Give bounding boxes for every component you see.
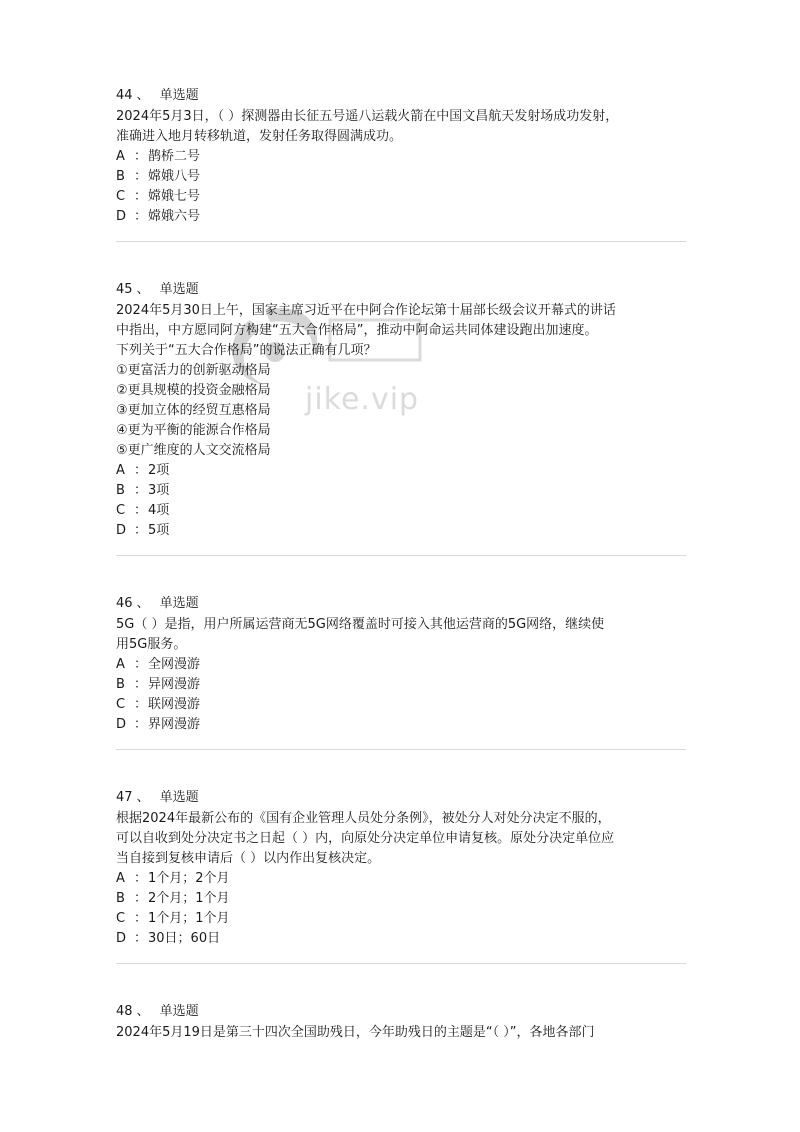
- stem-line: ⑤更广维度的人文交流格局: [116, 443, 271, 458]
- option-letter: B: [116, 483, 125, 498]
- option-colon: ：: [134, 209, 148, 224]
- question-header: [116, 280, 686, 300]
- stem-line: 根据2024年最新公布的《国有企业管理人员处分条例》，被处分人对处分决定不服的，: [116, 811, 611, 826]
- option-item: [116, 909, 686, 929]
- option-item: [116, 521, 686, 541]
- option-text: 全网漫游: [148, 657, 201, 672]
- question-stem: [116, 1023, 686, 1043]
- option-item: [116, 167, 686, 187]
- option-letter: A: [116, 657, 125, 672]
- stem-line: 下列关于“五大合作格局”的说法正确有几项？: [116, 343, 377, 358]
- question-separator: 、: [136, 596, 150, 611]
- option-colon: ：: [134, 911, 148, 926]
- option-text: 1个月；1个月: [148, 911, 230, 926]
- option-item: [116, 655, 686, 675]
- option-list: [116, 461, 686, 541]
- option-colon: ：: [134, 677, 148, 692]
- stem-line: 准确进入地月转移轨道，发射任务取得圆满成功。: [116, 129, 403, 144]
- option-text: 30日；60日: [148, 931, 221, 946]
- question-number: 47: [116, 790, 133, 805]
- question-separator: 、: [136, 88, 150, 103]
- question-header: [116, 1002, 686, 1022]
- option-letter: B: [116, 169, 125, 184]
- option-item: [116, 869, 686, 889]
- stem-line: 2024年5月19日是第三十四次全国助残日，今年助残日的主题是“（ ）”，各地各部门: [116, 1025, 595, 1040]
- option-colon: ：: [134, 523, 148, 538]
- question-stem: [116, 615, 686, 655]
- option-letter: A: [116, 463, 125, 478]
- question-stem: [116, 809, 686, 869]
- option-text: 嫦娥七号: [148, 189, 201, 204]
- option-text: 联网漫游: [148, 697, 201, 712]
- stem-line: 当自接到复核申请后（ ）以内作出复核决定。: [116, 851, 381, 866]
- question-type: 单选题: [159, 596, 199, 611]
- question-type: 单选题: [159, 88, 199, 103]
- option-letter: D: [116, 931, 127, 946]
- option-text: 1个月；2个月: [148, 871, 230, 886]
- option-colon: ：: [134, 891, 148, 906]
- option-colon: ：: [134, 871, 148, 886]
- question-list: [116, 86, 686, 1057]
- stem-line: 2024年5月3日，（ ）探测器由长征五号遥八运载火箭在中国文昌航天发射场成功发射，: [116, 109, 619, 124]
- option-text: 2项: [148, 463, 170, 478]
- option-letter: A: [116, 871, 125, 886]
- option-text: 鹊桥二号: [148, 149, 201, 164]
- question-block: [116, 594, 686, 750]
- stem-line: ①更富活力的创新驱动格局: [116, 363, 271, 378]
- option-item: [116, 207, 686, 227]
- option-list: [116, 655, 686, 735]
- option-colon: ：: [134, 189, 148, 204]
- question-type: 单选题: [159, 282, 199, 297]
- stem-line: ③更加立体的经贸互惠格局: [116, 403, 271, 418]
- option-text: 界网漫游: [148, 717, 201, 732]
- option-item: [116, 461, 686, 481]
- question-block: [116, 788, 686, 964]
- question-number: 48: [116, 1004, 133, 1019]
- option-item: [116, 675, 686, 695]
- option-text: 2个月；1个月: [148, 891, 230, 906]
- option-colon: ：: [134, 697, 148, 712]
- stem-line: ④更为平衡的能源合作格局: [116, 423, 271, 438]
- option-item: [116, 187, 686, 207]
- option-colon: ：: [134, 717, 148, 732]
- option-text: 4项: [148, 503, 170, 518]
- option-letter: C: [116, 697, 126, 712]
- option-letter: B: [116, 677, 125, 692]
- option-item: [116, 889, 686, 909]
- option-colon: ：: [134, 503, 148, 518]
- option-letter: D: [116, 717, 127, 732]
- option-list: [116, 147, 686, 227]
- option-letter: D: [116, 523, 127, 538]
- option-colon: ：: [134, 931, 148, 946]
- option-item: [116, 695, 686, 715]
- question-stem: [116, 107, 686, 147]
- option-item: [116, 715, 686, 735]
- option-text: 3项: [148, 483, 170, 498]
- stem-line: 5G（ ）是指，用户所属运营商无5G网络覆盖时可接入其他运营商的5G网络，继续使: [116, 617, 605, 632]
- question-number: 44: [116, 88, 133, 103]
- watermark-text: jike.vip: [305, 382, 420, 417]
- option-colon: ：: [134, 463, 148, 478]
- option-text: 5项: [148, 523, 170, 538]
- option-text: 嫦娥八号: [148, 169, 201, 184]
- question-stem: [116, 301, 686, 461]
- option-letter: B: [116, 891, 125, 906]
- question-header: [116, 86, 686, 106]
- option-colon: ：: [134, 657, 148, 672]
- question-separator: 、: [136, 790, 150, 805]
- question-separator: 、: [136, 282, 150, 297]
- option-colon: ：: [134, 483, 148, 498]
- option-item: [116, 481, 686, 501]
- option-item: [116, 501, 686, 521]
- question-type: 单选题: [159, 1004, 199, 1019]
- stem-line: 用5G服务。: [116, 637, 187, 652]
- question-block: [116, 86, 686, 242]
- option-letter: C: [116, 189, 126, 204]
- question-number: 46: [116, 596, 133, 611]
- question-header: [116, 788, 686, 808]
- question-block: [116, 1002, 686, 1057]
- stem-line: ②更具规模的投资金融格局: [116, 383, 271, 398]
- option-item: [116, 929, 686, 949]
- stem-line: 2024年5月30日上午，国家主席习近平在中阿合作论坛第十届部长级会议开幕式的讲话: [116, 303, 616, 318]
- option-item: [116, 147, 686, 167]
- option-letter: A: [116, 149, 125, 164]
- option-colon: ：: [134, 169, 148, 184]
- option-letter: C: [116, 911, 126, 926]
- question-type: 单选题: [159, 790, 199, 805]
- option-letter: D: [116, 209, 127, 224]
- option-letter: C: [116, 503, 126, 518]
- question-number: 45: [116, 282, 133, 297]
- option-list: [116, 869, 686, 949]
- stem-line: 中指出，中方愿同阿方构建“五大合作格局”，推动中阿命运共同体建设跑出加速度。: [116, 323, 598, 338]
- question-header: [116, 594, 686, 614]
- question-separator: 、: [136, 1004, 150, 1019]
- stem-line: 可以自收到处分决定书之日起（ ）内，向原处分决定单位申请复核。原处分决定单位应: [116, 831, 615, 846]
- option-colon: ：: [134, 149, 148, 164]
- option-text: 异网漫游: [148, 677, 201, 692]
- option-text: 嫦娥六号: [148, 209, 201, 224]
- question-block: [116, 280, 686, 556]
